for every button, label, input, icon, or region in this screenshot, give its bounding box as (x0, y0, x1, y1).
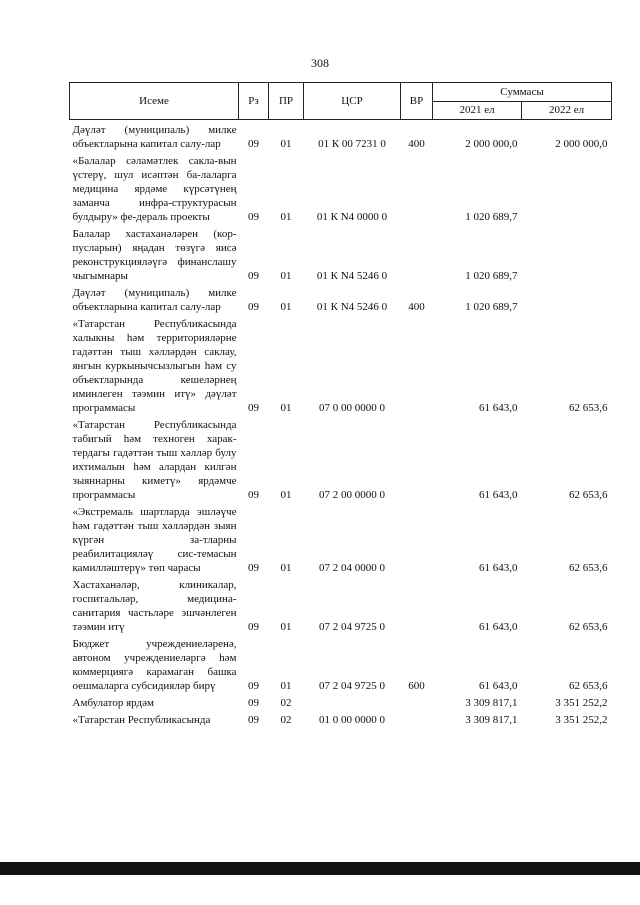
table-row (70, 502, 612, 575)
row-pr: 01 (280, 270, 292, 282)
row-rz: 09 (248, 270, 259, 282)
row-pr: 02 (280, 714, 292, 726)
row-name: Дәүләт (муниципаль) милке объектларына капитал салу-лар (72, 124, 237, 150)
table-row (70, 710, 612, 727)
row-sum-2022: 3 351 252,2 (555, 697, 608, 709)
page-number: 308 (311, 56, 329, 70)
scan-edge-bar (0, 862, 640, 875)
row-name: Хастаханәләр, клиникалар, госпитальләр, медицина-санитария частьләре эшчәнлеген тәэмин итү (72, 579, 237, 633)
row-csr: 01 0 00 0000 0 (319, 714, 385, 726)
row-vr (401, 693, 433, 710)
row-vr (401, 415, 433, 502)
row-pr: 02 (280, 697, 292, 709)
row-name: Амбулатор ярдәм (72, 697, 154, 709)
row-name: «Экстремаль шартларда эшләүче һәм гадәттән тыш хәлләрдән зыян күргән за-тларны реабилитацияләү сис-темасын камилләштерү» төп чарасы (72, 506, 237, 574)
row-sum-2022: 3 351 252,2 (555, 714, 608, 726)
row-vr (401, 151, 433, 224)
table-row (70, 575, 612, 634)
row-rz: 09 (248, 562, 259, 574)
row-pr: 01 (280, 211, 292, 223)
row-pr: 01 (280, 402, 292, 414)
row-sum-2021: 61 643,0 (479, 402, 518, 414)
row-sum-2021: 1 020 689,7 (465, 211, 518, 223)
row-rz: 09 (248, 489, 259, 501)
row-sum-2022: 62 653,6 (569, 402, 608, 414)
header-vr: ВР (401, 83, 433, 120)
budget-table (69, 82, 612, 727)
table-row (70, 693, 612, 710)
row-csr: 01 К N4 5246 0 (316, 270, 388, 282)
row-csr: 01 К 00 7231 0 (318, 138, 386, 150)
row-rz: 09 (248, 621, 259, 633)
row-csr: 01 К N4 5246 0 (316, 301, 388, 313)
row-sum-2021: 61 643,0 (479, 489, 518, 501)
row-rz: 09 (248, 211, 259, 223)
row-pr: 01 (280, 301, 292, 313)
table-row (70, 224, 612, 283)
row-csr: 07 2 00 0000 0 (319, 489, 385, 501)
row-pr: 01 (280, 138, 292, 150)
row-vr (401, 224, 433, 283)
row-pr: 01 (280, 680, 292, 692)
row-sum-2021: 61 643,0 (479, 562, 518, 574)
header-sums: Суммасы (433, 83, 612, 102)
row-sum-2021: 61 643,0 (479, 621, 518, 633)
row-sum-2021: 2 000 000,0 (465, 138, 518, 150)
row-sum-2022 (522, 151, 612, 224)
table-row (70, 634, 612, 693)
row-name: Бюджет учреждениеләренә, автоном учреждениеләргә һәм коммерциягә карамаган башка оешмаларга субсидияләр бирү (72, 638, 237, 692)
row-vr (401, 710, 433, 727)
row-sum-2021: 1 020 689,7 (465, 301, 518, 313)
row-name: Балалар хастаханәләрен (кор-пусларын) яңадан төзүгә яисә реконструкцияләүгә финанслашу чыгымнары (72, 228, 237, 282)
row-rz: 09 (248, 402, 259, 414)
row-vr: 600 (408, 680, 425, 692)
row-name: «Татарстан Республикасында халыкны һәм территорияләрне гадәттән тыш хәлләрдән саклау, янгын куркынычсызлыгын һәм су объектларында кешеләрнең иминлеген тәэмин итү» дәүләт программасы (72, 318, 237, 414)
row-csr: 07 2 04 9725 0 (319, 621, 385, 633)
table-row (70, 415, 612, 502)
row-sum-2022: 62 653,6 (569, 489, 608, 501)
row-rz: 09 (248, 301, 259, 313)
table-row (70, 151, 612, 224)
row-name: «Балалар сәламәтлек сакла-вын үстерү, шул исәптән ба-лаларга медицина ярдәме күрсәтүнең заманча инфра-структурасын булдыру» фе-дераль проекты (72, 155, 237, 223)
row-csr: 07 2 04 0000 0 (319, 562, 385, 574)
row-pr: 01 (280, 562, 292, 574)
table-row (70, 314, 612, 415)
header-name: Исеме (70, 83, 239, 120)
row-vr (401, 314, 433, 415)
row-sum-2022: 62 653,6 (569, 621, 608, 633)
row-sum-2022 (522, 283, 612, 314)
table-row (70, 120, 612, 152)
row-csr: 07 0 00 0000 0 (319, 402, 385, 414)
row-sum-2021: 61 643,0 (479, 680, 518, 692)
row-vr (401, 502, 433, 575)
row-rz: 09 (248, 697, 259, 709)
row-name: «Татарстан Республикасында табигый һәм техноген харак-тердагы гадәттән тыш хәлләр булу ихтималын һәм алардан килгән зыяннарны киметү» ярдәмче программасы (72, 419, 237, 501)
header-csr: ЦСР (304, 83, 401, 120)
header-year-2022: 2022 ел (522, 101, 612, 120)
row-rz: 09 (248, 680, 259, 692)
row-sum-2021: 3 309 817,1 (465, 714, 518, 726)
row-csr: 01 К N4 0000 0 (316, 211, 388, 223)
row-csr: 07 2 04 9725 0 (319, 680, 385, 692)
row-sum-2022 (522, 224, 612, 283)
row-vr: 400 (408, 301, 425, 313)
row-rz: 09 (248, 138, 259, 150)
header-rz: Рз (239, 83, 269, 120)
row-vr (401, 575, 433, 634)
row-csr (304, 693, 401, 710)
row-sum-2022: 62 653,6 (569, 680, 608, 692)
row-name: Дәүләт (муниципаль) милке объектларына капитал салу-лар (72, 287, 237, 313)
row-sum-2021: 1 020 689,7 (465, 270, 518, 282)
row-pr: 01 (280, 621, 292, 633)
row-sum-2021: 3 309 817,1 (465, 697, 518, 709)
table-row (70, 283, 612, 314)
row-pr: 01 (280, 489, 292, 501)
header-year-2021: 2021 ел (433, 101, 522, 120)
row-sum-2022: 62 653,6 (569, 562, 608, 574)
row-vr: 400 (408, 138, 425, 150)
header-pr: ПР (269, 83, 304, 120)
row-rz: 09 (248, 714, 259, 726)
row-name: «Татарстан Республикасында (72, 714, 211, 726)
row-sum-2022: 2 000 000,0 (555, 138, 608, 150)
